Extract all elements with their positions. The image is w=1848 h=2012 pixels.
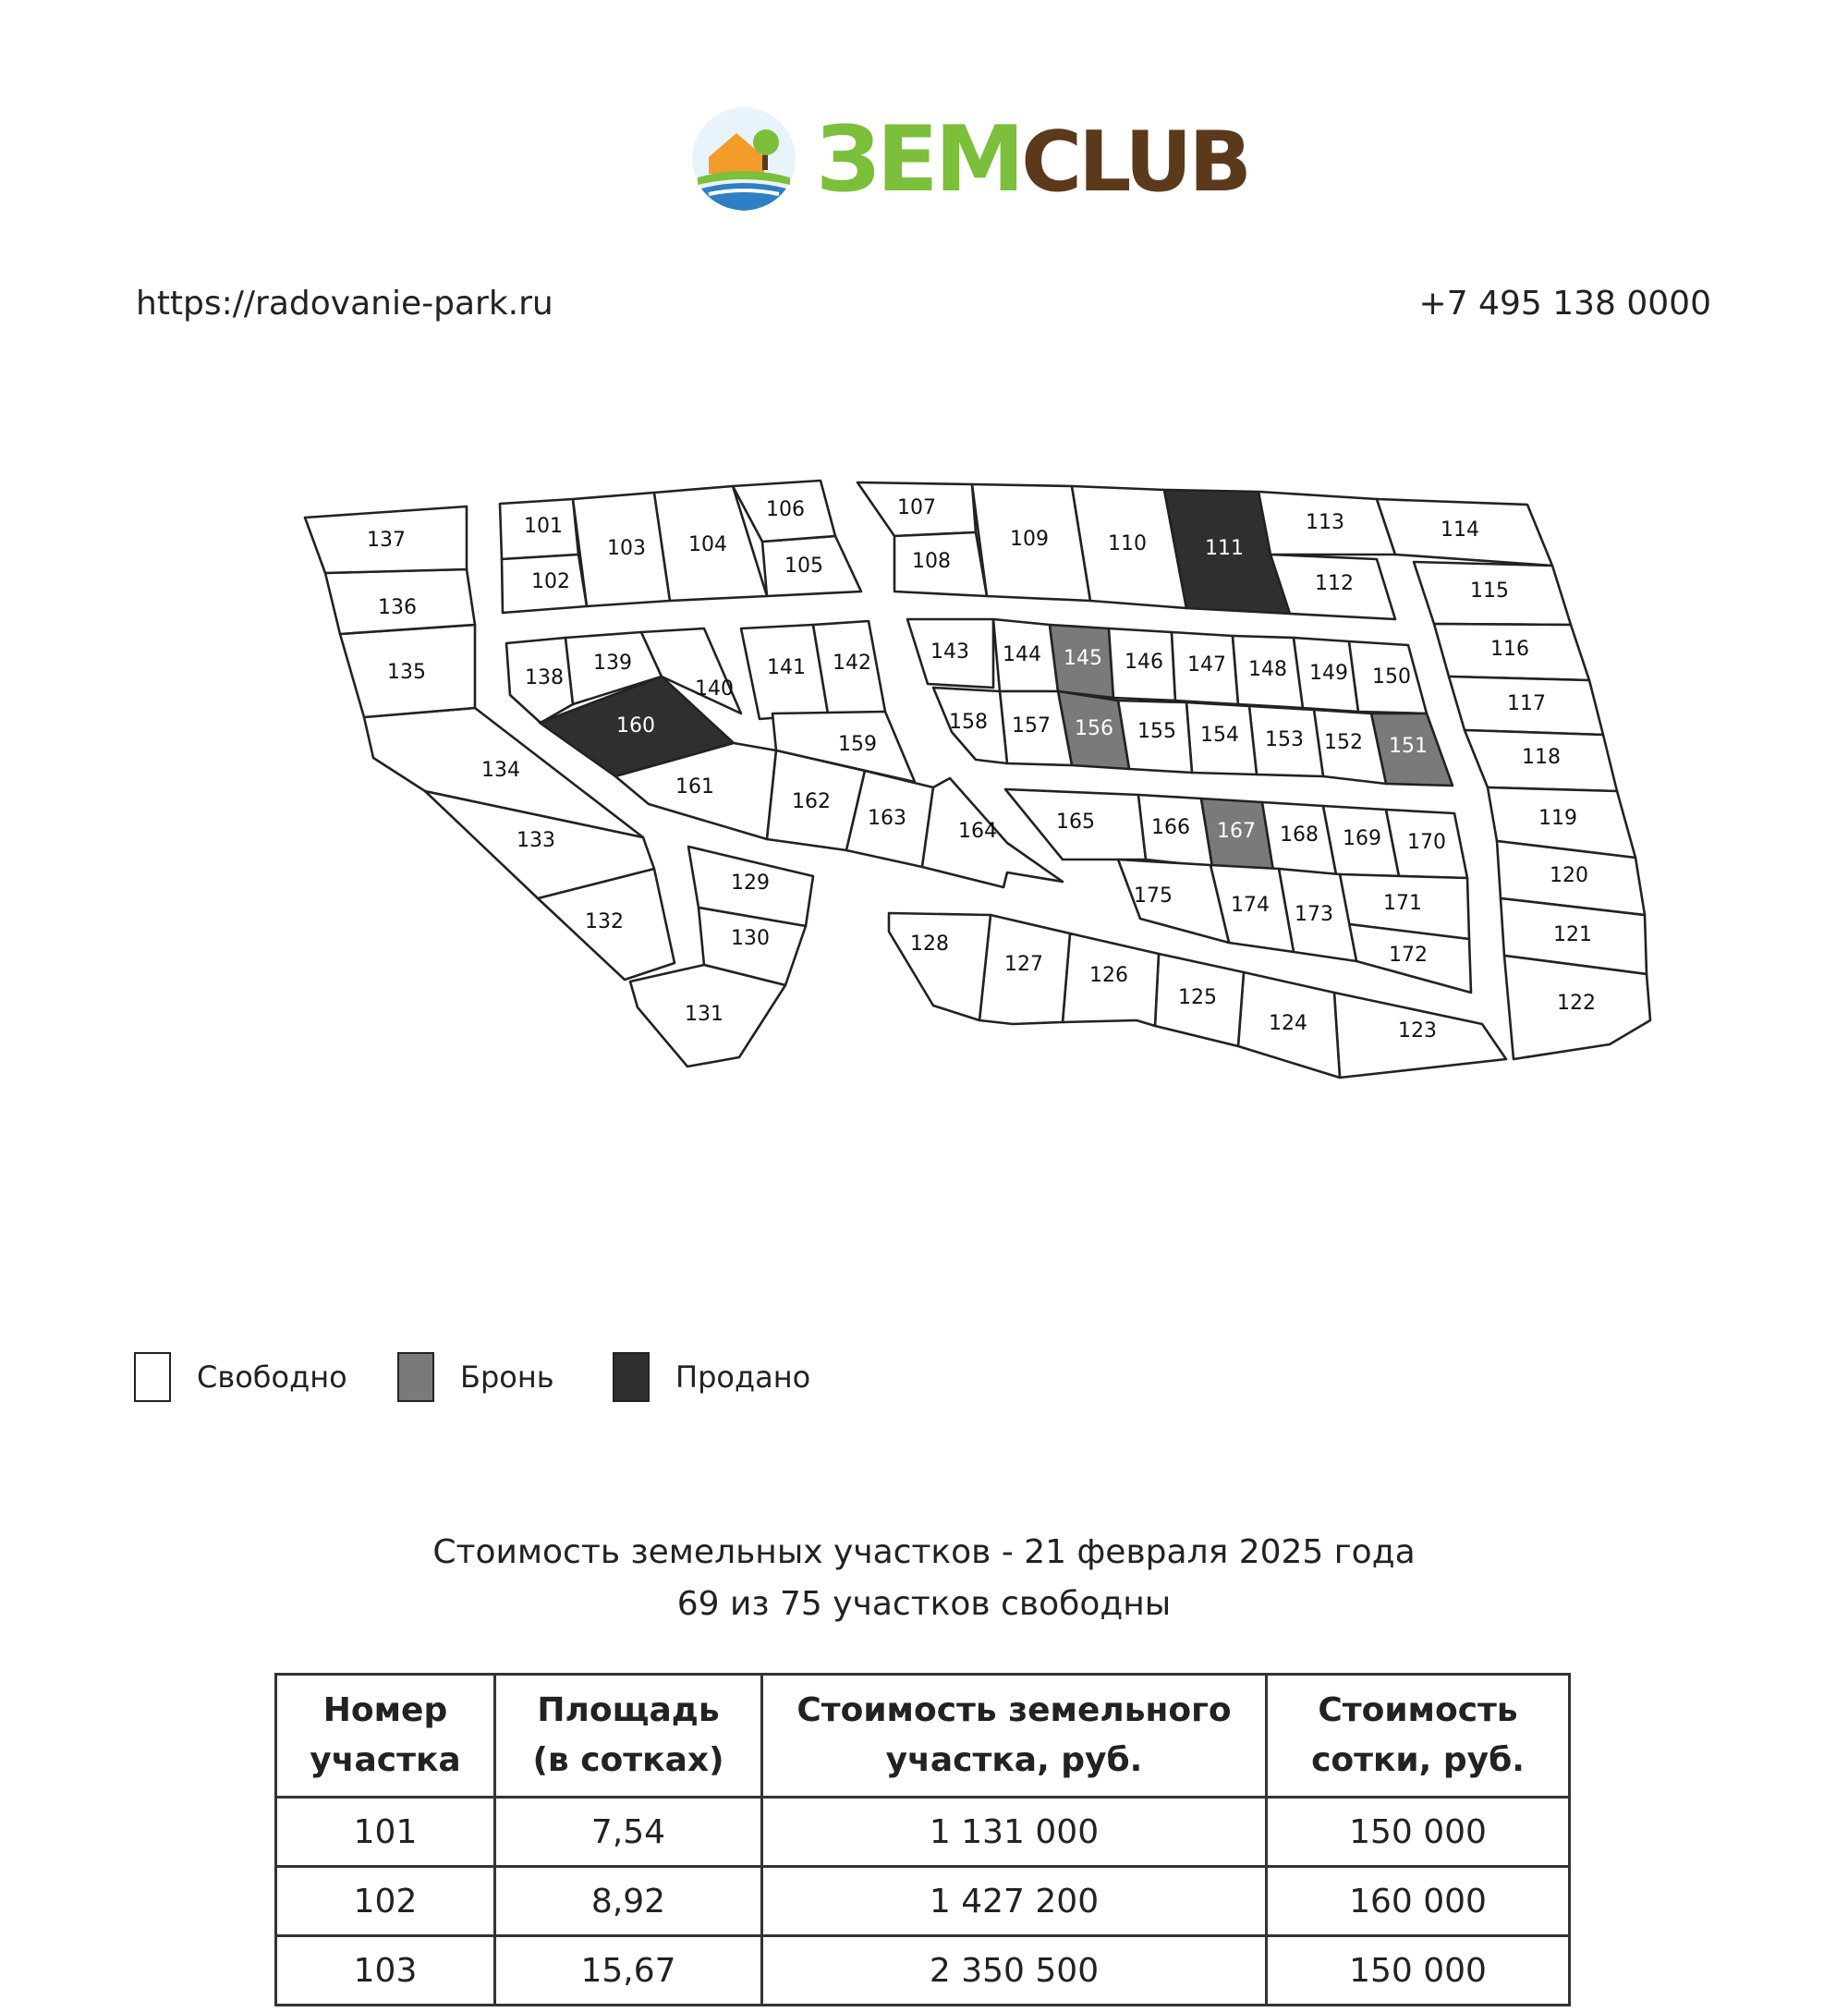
plot-136[interactable] — [325, 569, 475, 634]
plot-number-label: 173 — [1295, 903, 1333, 926]
plot-149[interactable] — [1294, 638, 1358, 712]
price-title: Стоимость земельных участков - 21 февраля 2025 года — [432, 1533, 1416, 1571]
plot-153[interactable] — [1249, 706, 1323, 776]
plot-154[interactable] — [1186, 702, 1257, 774]
plot-117[interactable] — [1449, 677, 1603, 735]
legend-swatch-sold — [613, 1352, 650, 1402]
plot-number-label: 130 — [731, 927, 770, 950]
plot-number-label: 116 — [1490, 638, 1529, 661]
plot-number-label: 115 — [1470, 579, 1509, 603]
plot-number-label: 155 — [1137, 720, 1176, 743]
plot-number-label: 172 — [1389, 944, 1428, 967]
plot-number-label: 114 — [1441, 518, 1479, 542]
plot-118[interactable] — [1465, 730, 1617, 791]
legend-swatch-free — [134, 1352, 171, 1402]
cell-area: 7,54 — [495, 1798, 762, 1867]
plot-number-label: 166 — [1151, 816, 1190, 839]
plot-number-label: 169 — [1343, 827, 1381, 850]
cell-area: 8,92 — [495, 1867, 762, 1936]
plot-number-label: 156 — [1075, 717, 1113, 740]
plot-number-label: 138 — [525, 666, 564, 689]
plot-135[interactable] — [340, 625, 475, 717]
plot-number-label: 143 — [930, 640, 969, 664]
plot-number-label: 170 — [1407, 831, 1446, 854]
plot-number-label: 120 — [1550, 864, 1588, 887]
plot-number-label: 150 — [1372, 665, 1411, 689]
plot-126[interactable] — [1063, 933, 1159, 1026]
plot-number-label: 162 — [792, 790, 831, 813]
plot-number-label: 105 — [784, 555, 823, 578]
plot-158[interactable] — [933, 688, 1007, 763]
plot-102[interactable] — [502, 555, 587, 613]
plot-number-label: 153 — [1265, 728, 1304, 751]
plot-127[interactable] — [979, 915, 1070, 1024]
plot-number-label: 107 — [897, 496, 936, 519]
plot-number-label: 117 — [1507, 692, 1546, 715]
plot-number-label: 127 — [1004, 953, 1043, 976]
plot-number-label: 102 — [531, 570, 570, 593]
table-row — [276, 1936, 1570, 2006]
plot-147[interactable] — [1172, 632, 1238, 704]
plot-number-label: 174 — [1231, 894, 1270, 917]
plot-number-label: 175 — [1134, 884, 1173, 908]
table-row — [276, 1867, 1570, 1936]
plot-number-label: 112 — [1315, 572, 1354, 595]
cell-area: 15,67 — [495, 1936, 762, 2006]
plot-number-label: 109 — [1010, 528, 1049, 551]
plot-number-label: 104 — [688, 533, 727, 556]
plot-number-label: 131 — [685, 1003, 723, 1026]
plot-number-label: 122 — [1557, 992, 1596, 1015]
column-header-price-per-sotka: Стоимость сотки, руб. — [1267, 1675, 1570, 1798]
plot-shape[interactable] — [889, 913, 991, 1020]
cell-price-per-sotka: 160 000 — [1267, 1867, 1570, 1936]
plot-112[interactable] — [1270, 555, 1395, 619]
availability-summary: 69 из 75 участков свободны — [676, 1585, 1172, 1623]
column-header-plot-number: Номер участка — [276, 1675, 495, 1798]
plot-116[interactable] — [1434, 624, 1589, 680]
plot-number-label: 151 — [1389, 735, 1428, 758]
plot-number-label: 132 — [585, 910, 624, 933]
legend-label-free: Свободно — [197, 1360, 347, 1395]
plot-148[interactable] — [1233, 636, 1303, 708]
plot-number-label: 163 — [868, 807, 906, 830]
plot-108[interactable] — [894, 532, 987, 596]
plot-143[interactable] — [907, 619, 993, 688]
plot-number-label: 137 — [367, 529, 406, 552]
plot-number-label: 161 — [675, 775, 714, 799]
plot-144[interactable] — [993, 619, 1058, 691]
plot-109[interactable] — [972, 484, 1090, 601]
plot-138[interactable] — [506, 638, 573, 723]
plot-number-label: 148 — [1248, 658, 1287, 681]
table-header-row — [276, 1675, 1570, 1798]
table-row — [276, 1798, 1570, 1867]
plot-123[interactable] — [1334, 993, 1506, 1078]
plot-number-label: 160 — [616, 714, 655, 738]
plot-128[interactable] — [889, 913, 991, 1020]
legend-swatch-reserved — [397, 1352, 434, 1402]
plot-number-label: 144 — [1003, 643, 1041, 666]
plot-number-label: 157 — [1012, 714, 1051, 738]
plot-number-label: 123 — [1398, 1019, 1437, 1043]
plot-number-label: 154 — [1200, 724, 1239, 747]
plot-105[interactable] — [762, 536, 861, 596]
plot-115[interactable] — [1414, 562, 1571, 625]
price-table — [274, 1673, 1571, 2006]
plot-number-label: 129 — [731, 872, 770, 895]
plot-124[interactable] — [1238, 972, 1340, 1078]
plot-number-label: 145 — [1064, 647, 1102, 670]
plot-number-label: 111 — [1205, 537, 1244, 560]
plot-146[interactable] — [1109, 628, 1175, 701]
plot-125[interactable] — [1155, 954, 1244, 1046]
plot-150[interactable] — [1349, 641, 1427, 713]
plot-number-label: 146 — [1125, 651, 1163, 674]
plot-number-label: 165 — [1056, 811, 1095, 834]
plot-number-label: 135 — [387, 661, 426, 684]
price-section-heading — [0, 1527, 1848, 1630]
plot-number-label: 103 — [607, 537, 646, 560]
plot-number-label: 142 — [833, 652, 871, 675]
plot-157[interactable] — [1000, 691, 1072, 765]
legend-label-reserved: Бронь — [460, 1360, 554, 1395]
cell-price-per-sotka: 150 000 — [1267, 1936, 1570, 2006]
plot-number-label: 168 — [1280, 823, 1319, 847]
plot-number-label: 158 — [949, 711, 988, 734]
plot-number-label: 124 — [1269, 1012, 1307, 1035]
cell-plot-price: 1 131 000 — [762, 1798, 1267, 1867]
cell-plot-price: 1 427 200 — [762, 1867, 1267, 1936]
site-url-link[interactable]: https://radovanie-park.ru — [136, 285, 553, 323]
plot-107[interactable] — [857, 482, 976, 536]
column-header-plot-price: Стоимость земельного участка, руб. — [762, 1675, 1267, 1798]
plot-number-label: 152 — [1324, 731, 1363, 754]
plot-number-label: 139 — [593, 652, 632, 675]
cell-plot-number: 102 — [276, 1867, 495, 1936]
plot-number-label: 141 — [767, 656, 806, 679]
plot-number-label: 106 — [766, 498, 805, 521]
phone-number[interactable]: +7 495 138 0000 — [1418, 285, 1711, 323]
brand-wordmark: ЗЕМCLUB — [816, 107, 1248, 213]
plot-145[interactable] — [1050, 625, 1113, 698]
plot-131[interactable] — [630, 965, 785, 1067]
plot-137[interactable] — [305, 506, 467, 573]
plot-number-label: 110 — [1108, 532, 1147, 555]
plot-number-label: 118 — [1522, 746, 1561, 769]
plot-number-label: 126 — [1089, 964, 1128, 987]
plot-number-label: 133 — [517, 829, 555, 852]
plot-number-label: 136 — [378, 596, 417, 619]
plot-175[interactable] — [1118, 860, 1229, 943]
plot-114[interactable] — [1377, 499, 1552, 566]
plot-number-label: 134 — [481, 759, 520, 782]
plot-number-label: 125 — [1178, 986, 1217, 1009]
plot-number-label: 121 — [1553, 923, 1592, 946]
plot-number-label: 128 — [910, 933, 949, 956]
plot-number-label: 167 — [1217, 820, 1256, 843]
cell-price-per-sotka: 150 000 — [1267, 1798, 1570, 1867]
plot-number-label: 149 — [1309, 662, 1348, 685]
legend-label-sold: Продано — [675, 1360, 811, 1395]
plot-103[interactable] — [573, 493, 670, 606]
plot-165[interactable] — [1005, 789, 1146, 860]
plot-number-label: 147 — [1187, 653, 1226, 677]
plot-number-label: 101 — [524, 515, 563, 538]
plot-number-label: 140 — [695, 677, 734, 701]
plot-170[interactable] — [1386, 810, 1467, 878]
plot-number-label: 108 — [912, 550, 951, 573]
plot-number-label: 119 — [1538, 807, 1577, 830]
plot-number-label: 164 — [958, 820, 997, 843]
cell-plot-price: 2 350 500 — [762, 1936, 1267, 2006]
plot-number-label: 113 — [1306, 511, 1344, 534]
cell-plot-number: 101 — [276, 1798, 495, 1867]
plot-122[interactable] — [1504, 956, 1650, 1059]
cell-plot-number: 103 — [276, 1936, 495, 2006]
plot-number-label: 171 — [1383, 892, 1422, 915]
plot-101[interactable] — [500, 499, 578, 559]
plot-113[interactable] — [1258, 492, 1395, 555]
plot-number-label: 159 — [838, 733, 877, 756]
column-header-area: Площадь (в сотках) — [495, 1675, 762, 1798]
